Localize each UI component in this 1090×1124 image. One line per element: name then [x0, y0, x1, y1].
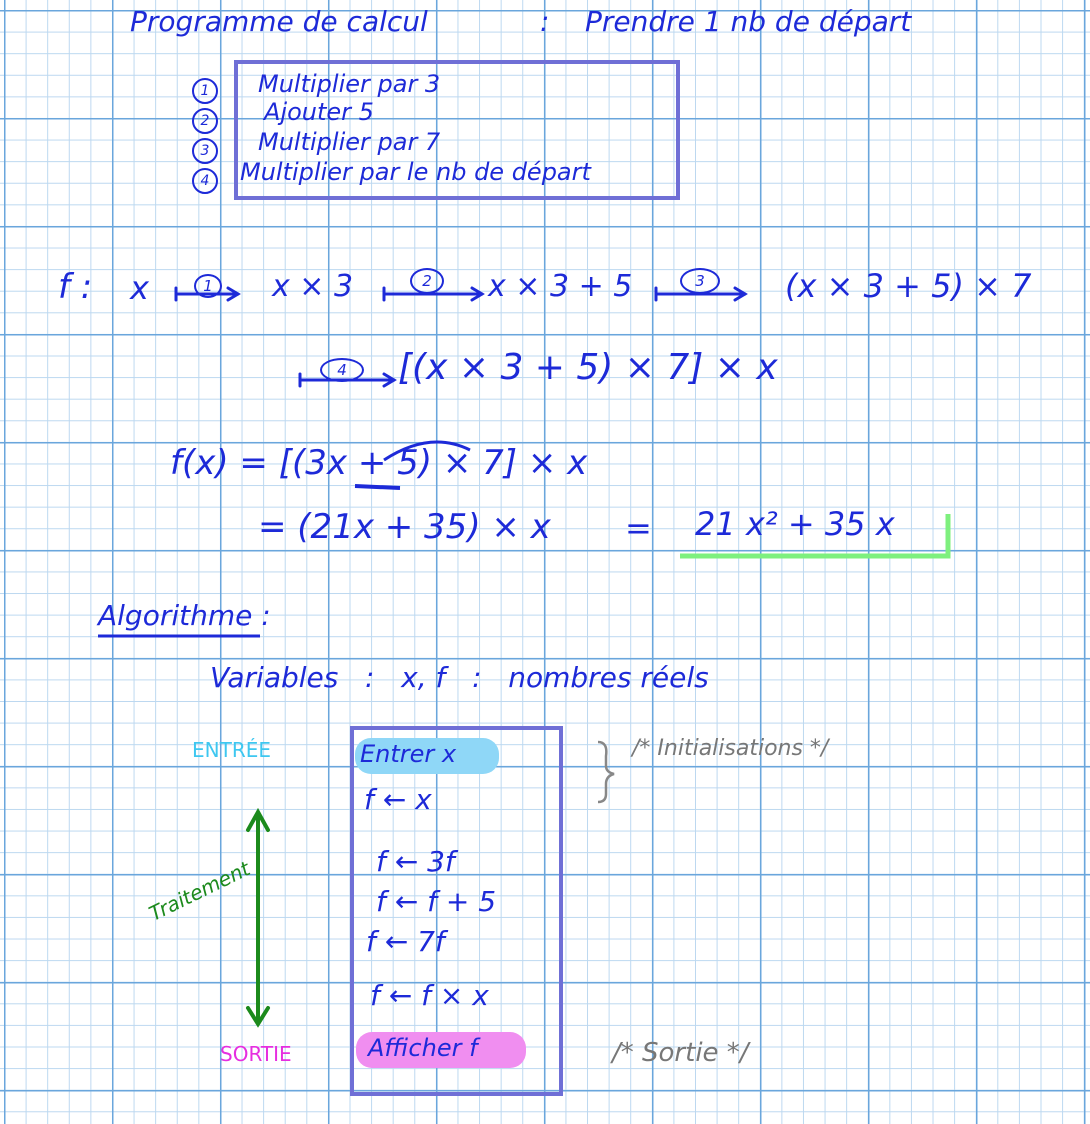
- chain-start: x: [130, 269, 149, 307]
- expansion-line-2: = (21x + 35) × x: [258, 507, 551, 547]
- final-result: 21 x² + 35 x: [695, 505, 895, 543]
- mapsto-arrow-1: [176, 288, 238, 300]
- algorithm-line-multx: f ← f × x: [370, 979, 489, 1012]
- step-number-3: 3: [192, 138, 218, 164]
- step-number-2: 2: [192, 108, 218, 134]
- arrow-number-4: 4: [320, 358, 364, 382]
- chain-result-4: [(x × 3 + 5) × 7] × x: [398, 347, 778, 388]
- expansion-line-1: f(x) = [(3x + 5) × 7] × x: [170, 443, 588, 483]
- chain-result-1: x × 3: [272, 269, 354, 304]
- processing-arrow: [248, 812, 268, 1024]
- mapsto-arrow-4: [300, 374, 394, 386]
- expansion-equals: =: [625, 509, 652, 547]
- mapsto-arrow-2: [384, 288, 482, 300]
- comment-output: /* Sortie */: [612, 1038, 749, 1068]
- page-title: Programme de calcul: [130, 5, 428, 38]
- algorithm-line-mult3: f ← 3f: [376, 845, 455, 878]
- chain-result-3: (x × 3 + 5) × 7: [785, 267, 1032, 305]
- chain-result-2: x × 3 + 5: [488, 269, 633, 304]
- arrow-number-3: 3: [680, 268, 720, 294]
- distribution-mark: [355, 486, 400, 488]
- algorithm-line-init: f ← x: [364, 783, 432, 816]
- algorithm-line-input: Entrer x: [360, 740, 457, 768]
- input-label: ENTRÉE: [192, 738, 271, 762]
- page-subtitle: Prendre 1 nb de départ: [585, 5, 912, 38]
- initialisation-brace: [598, 742, 614, 802]
- step-text-3: Multiplier par 7: [258, 128, 441, 156]
- title-colon: :: [540, 5, 550, 38]
- algorithm-heading: Algorithme :: [98, 599, 271, 632]
- processing-label: Traitement: [145, 856, 254, 926]
- step-number-1: 1: [192, 78, 218, 104]
- function-name: f :: [58, 267, 93, 307]
- variables-line: Variables : x, f : nombres réels: [210, 661, 709, 694]
- algorithm-line-add5: f ← f + 5: [376, 885, 497, 918]
- arrow-number-2: 2: [410, 268, 444, 294]
- step-text-1: Multiplier par 3: [258, 70, 441, 98]
- step-number-4: 4: [192, 168, 218, 194]
- output-label: SORTIE: [220, 1042, 292, 1066]
- comment-initialisation: /* Initialisations */: [632, 736, 829, 761]
- step-text-2: Ajouter 5: [264, 98, 374, 126]
- mapsto-arrow-3: [656, 288, 745, 300]
- arrow-number-1: 1: [194, 274, 222, 298]
- step-text-4: Multiplier par le nb de départ: [240, 158, 591, 186]
- algorithm-line-output: Afficher f: [368, 1034, 478, 1062]
- algorithm-line-mult7: f ← 7f: [366, 925, 445, 958]
